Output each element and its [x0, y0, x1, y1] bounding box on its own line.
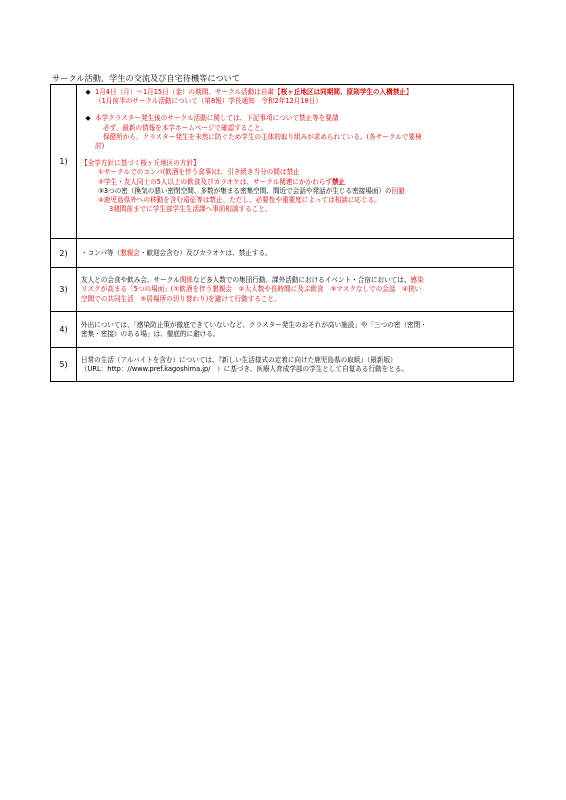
row-content: [77, 85, 514, 239]
policy-item: 3週間前までに学生部学生生活課へ事前相談すること。: [109, 205, 272, 214]
row-content: [77, 312, 514, 348]
table-row: [51, 239, 514, 268]
policy-item: ③3つの密（換気の悪い密閉空間、多数が集まる密集空間、間近で会話や発話が生じる密接場面）の回避: [98, 186, 405, 195]
text-line: リスクが高まる「5つの場面」(①飲酒を伴う懇親会 ②大人数や長時間に及ぶ飲食 ③マスクなしでの会話 ④狭い: [81, 285, 422, 294]
text-line: ・コンパ等（懇親会・歓迎会含む）及びカラオケは、禁止する。: [81, 248, 272, 257]
policy-item: ②学生・友人同士の5人以上の飲食及びカラオケは、サークル関連にかかわらず禁止: [98, 177, 346, 186]
text-line: 密集・密接）のある場」は、徹底的に避ける。: [81, 330, 220, 338]
text-line: 外出については、「感染防止策が徹底できていないなど、クラスター発生のおそれが高い施設」や「三つの密（密閉・: [81, 320, 427, 329]
bullet-line: ◆ 本学クラスター発生後のサークル活動に関しては、下記事項について禁止等を要請: [81, 114, 511, 123]
text-line: 討): [95, 142, 105, 151]
row-content: [77, 268, 514, 312]
row-number: 2): [51, 239, 77, 268]
table-row: [51, 312, 514, 348]
table-row: [51, 268, 514, 312]
row-number: 1): [51, 85, 77, 239]
text-line: 空間での共同生活 ⑤居場所の切り替わり)を避けて行動すること。: [81, 294, 281, 303]
text-line: 日常の生活（アルバイトを含む）については、『新しい生活様式の定着に向けた鹿児島県の取組』（最新版）: [81, 355, 397, 364]
policy-item: ①サークルでのコンパ(飲酒を伴う食事)は、引き続き当分の間は禁止: [98, 168, 300, 177]
text-line: （1月前半のサークル活動について（第8報）学長通知 令和2年12月18日）: [95, 97, 322, 106]
policy-item: ④鹿児島県外への移動を含む遠征等は禁止、ただし、必要性や重要度によっては相談に応じる。: [98, 196, 381, 205]
row-number: 3): [51, 268, 77, 312]
text-line: 保健所から、クラスター発生を未然に防ぐため学生の主体的取り組みが求められている。(各サークルで要検: [103, 132, 422, 141]
row-content: [77, 239, 514, 268]
bullet-line: ◆ 1月4日（月）～1月15日（金）の期間、サークル活動は自粛【桜ヶ丘地区は同期間、原則学生の入構禁止】: [81, 88, 511, 97]
diamond-bullet-icon: ◆: [85, 114, 91, 123]
page-title: サークル活動、学生の交流及び自宅待機等について: [52, 73, 240, 83]
text-line: （URL：http：//www.pref.kagoshima.jp/ ）に基づき、医療人育成学部の学生として自覚ある行動をとる。: [81, 365, 409, 373]
row-number: 5): [51, 348, 77, 382]
row-number: 4): [51, 312, 77, 348]
table-row: [51, 85, 514, 239]
diamond-bullet-icon: ◆: [85, 88, 91, 96]
text-line: 必ず、最新の情報を本学ホームページで確認すること。: [103, 123, 268, 132]
policy-heading: 【全学方針に基づく桜ヶ丘地区の方針】: [81, 159, 200, 168]
row-content: [77, 348, 514, 382]
table-row: [51, 348, 514, 382]
rules-table: [50, 84, 514, 382]
text-line: 友人との会食や飲み会、サークル関係など多人数での集団行動、課外活動におけるイベント・合宿においては、感染: [81, 276, 424, 285]
